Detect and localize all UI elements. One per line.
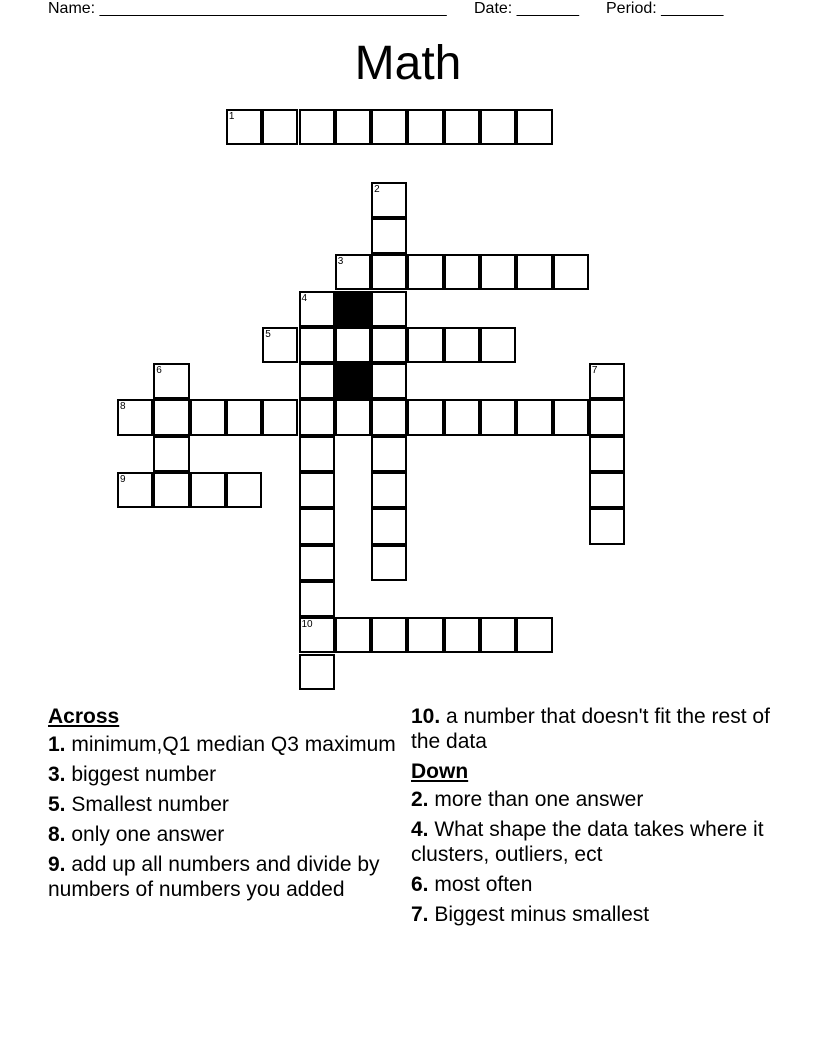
clue-number: 4 [301,292,308,304]
clues-left-column [48,704,398,902]
grid-cell[interactable] [299,472,335,508]
grid-cell[interactable] [371,617,407,653]
grid-cell[interactable] [407,109,443,145]
grid-cell[interactable] [262,399,298,435]
grid-cell[interactable] [444,327,480,363]
grid-cell[interactable] [444,109,480,145]
grid-cell[interactable] [371,327,407,363]
grid-cell[interactable] [371,399,407,435]
grid-cell[interactable] [553,254,589,290]
clue-number: 6 [156,365,162,377]
grid-cell[interactable] [371,436,407,472]
grid-cell[interactable] [589,363,625,399]
date-field-label: Date: _______ [474,0,579,17]
grid-cell[interactable] [371,182,407,218]
clue-down-6: 6. most often [411,873,533,896]
grid-cell[interactable] [153,472,189,508]
grid-cell[interactable] [299,327,335,363]
grid-cell[interactable] [589,399,625,435]
grid-cell[interactable] [480,254,516,290]
grid-cell[interactable] [226,109,262,145]
clue-down-2: 2. more than one answer [411,788,644,811]
grid-cell[interactable] [444,399,480,435]
grid-cell[interactable] [299,291,335,327]
grid-cell[interactable] [371,109,407,145]
grid-cell[interactable] [407,399,443,435]
grid-cell[interactable] [407,254,443,290]
black-cell [335,363,371,399]
grid-cell[interactable] [299,363,335,399]
down-heading: Down [411,760,469,783]
grid-cell[interactable] [153,399,189,435]
grid-cell[interactable] [299,545,335,581]
grid-cell[interactable] [516,617,552,653]
grid-cell[interactable] [480,617,516,653]
clue-across-8: 8. only one answer [48,823,225,846]
clue-across-5: 5. Smallest number [48,793,229,816]
grid-cell[interactable] [299,617,335,653]
grid-cell[interactable] [190,399,226,435]
clue-across-9: 9. add up all numbers and divide by numbers of numbers you added [48,853,380,901]
grid-cell[interactable] [335,617,371,653]
grid-cell[interactable] [299,581,335,617]
grid-cell[interactable] [262,327,298,363]
grid-cell[interactable] [117,399,153,435]
grid-cell[interactable] [444,617,480,653]
grid-cell[interactable] [371,363,407,399]
grid-cell[interactable] [371,218,407,254]
clue-number: 1 [228,111,235,122]
period-field-label: Period: _______ [606,0,724,17]
grid-cell[interactable] [407,327,443,363]
grid-cell[interactable] [335,254,371,290]
grid-cell[interactable] [226,472,262,508]
grid-cell[interactable] [226,399,262,435]
grid-cell[interactable] [153,363,189,399]
grid-cell[interactable] [589,472,625,508]
grid-cell[interactable] [444,254,480,290]
grid-cell[interactable] [407,617,443,653]
grid-cell[interactable] [553,399,589,435]
name-field-label: Name: _______________________________________ [48,0,447,17]
clue-number: 2 [374,183,380,195]
grid-cell[interactable] [153,436,189,472]
grid-cell[interactable] [299,109,335,145]
grid-cell[interactable] [589,436,625,472]
grid-cell[interactable] [480,327,516,363]
grid-cell[interactable] [299,436,335,472]
clue-number: 5 [265,328,271,340]
grid-cell[interactable] [299,508,335,544]
grid-cell[interactable] [371,472,407,508]
across-heading: Across [48,705,120,728]
clue-number: 8 [120,401,126,413]
clue-number: 9 [120,474,126,485]
clue-down-7: 7. Biggest minus smallest [411,903,650,926]
clue-across-3: 3. biggest number [48,763,217,786]
grid-cell[interactable] [589,508,625,544]
grid-cell[interactable] [516,254,552,290]
grid-cell[interactable] [117,472,153,508]
grid-cell[interactable] [516,109,552,145]
grid-cell[interactable] [299,654,335,690]
grid-cell[interactable] [371,291,407,327]
grid-cell[interactable] [371,254,407,290]
clue-number: 10 [301,619,313,631]
black-cell [335,291,371,327]
clues-right-column [411,704,791,927]
grid-cell[interactable] [480,399,516,435]
grid-cell[interactable] [190,472,226,508]
grid-cell[interactable] [335,327,371,363]
clue-across-1: 1. minimum,Q1 median Q3 maximum [48,733,396,756]
grid-cell[interactable] [516,399,552,435]
grid-cell[interactable] [480,109,516,145]
grid-cell[interactable] [335,399,371,435]
grid-cell[interactable] [371,545,407,581]
page-title: Math [354,37,462,90]
grid-cell[interactable] [262,109,298,145]
clue-down-4: 4. What shape the data takes where it clusters, outliers, ect [411,818,764,866]
clue-number: 7 [591,365,598,377]
clue-across-10: 10. a number that doesn't fit the rest of the data [411,705,770,753]
clue-number: 3 [337,256,344,268]
grid-cell[interactable] [371,508,407,544]
grid-cell[interactable] [335,109,371,145]
grid-cell[interactable] [299,399,335,435]
